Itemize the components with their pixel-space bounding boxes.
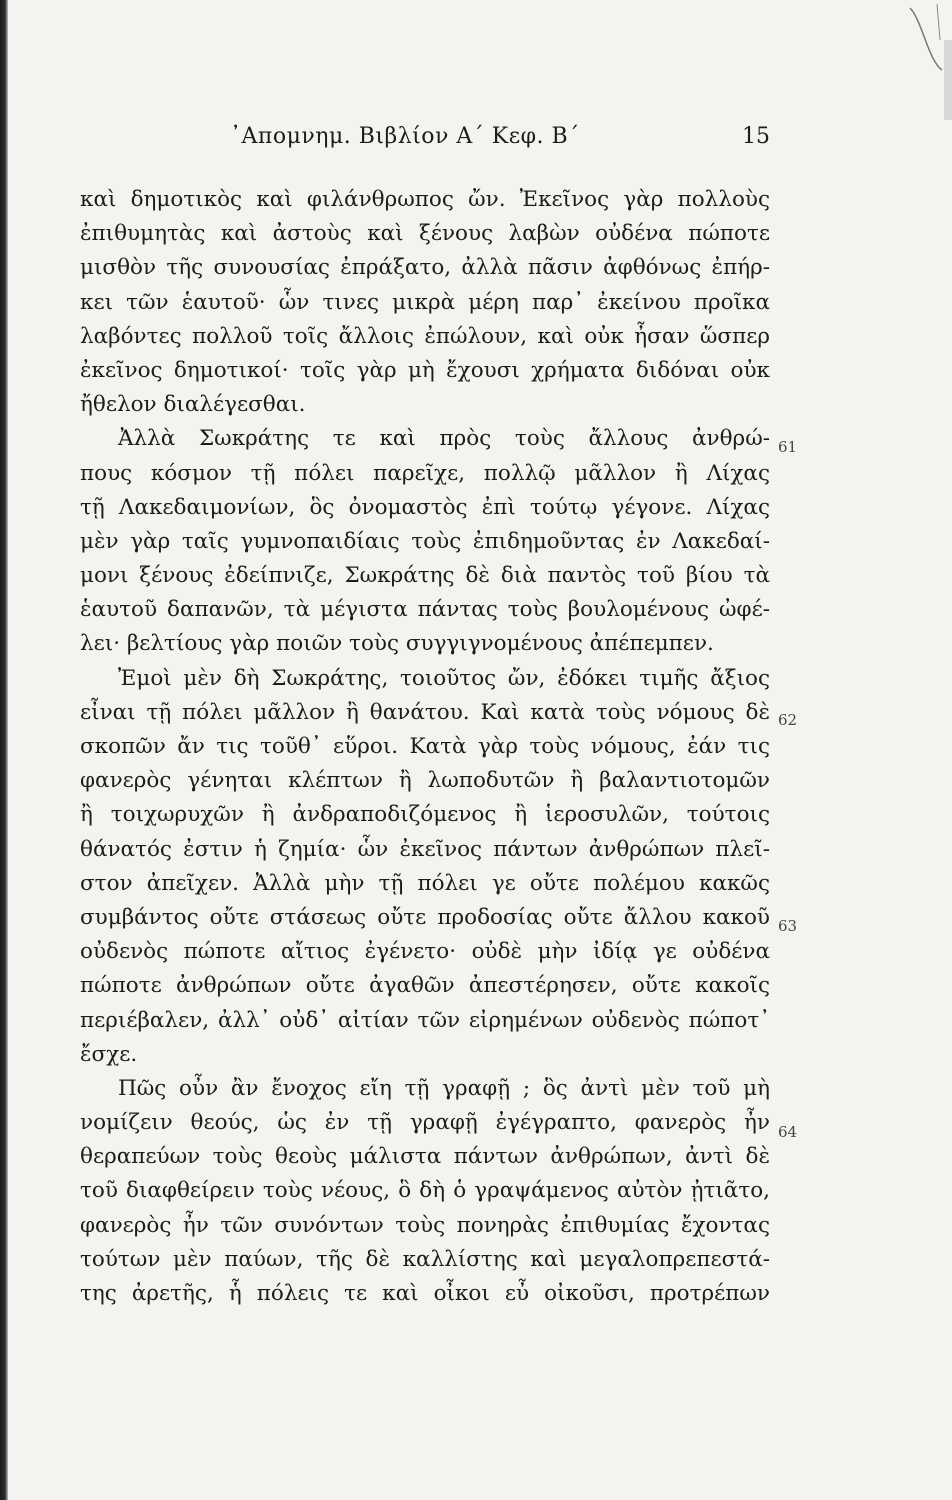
text-line: μὲν γὰρ ταῖς γυμνοπαιδίαις τοὺς ἐπιδημοῦντας ἐν Λακεδαί- xyxy=(80,528,770,554)
text-line: τούτων μὲν παύων, τῆς δὲ καλλίστης καὶ μεγαλοπρεπεστά- xyxy=(80,1246,770,1272)
text-line: πους κόσμον τῇ πόλει παρεῖχε, πολλῷ μᾶλλον ἢ Λίχας xyxy=(80,460,770,486)
text-line: συμβάντος οὔτε στάσεως οὔτε προδοσίας οὔτε ἄλλου κακοῦ xyxy=(80,904,770,930)
text-line: τῇ Λακεδαιμονίων, ὃς ὀνομαστὸς ἐπὶ τούτῳ γέγονε. Λίχας xyxy=(80,494,770,520)
margin-section-number: 62 xyxy=(778,711,798,729)
text-line: ἐκεῖνος δημοτικοί· τοῖς γὰρ μὴ ἔχουσι χρήματα διδόναι οὐκ xyxy=(80,357,770,383)
text-line: εἶναι τῇ πόλει μᾶλλον ἢ θανάτου. Καὶ κατὰ τοὺς νόμους δὲ xyxy=(80,699,770,725)
text-line: σκοπῶν ἄν τις τοῦθ᾿ εὕροι. Κατὰ γὰρ τοὺς νόμους, ἐάν τις xyxy=(80,734,770,759)
text-line: ἐπιθυμητὰς καὶ ἀστοὺς καὶ ξένους λαβὼν οὐδένα πώποτε xyxy=(80,221,770,247)
margin-section-number: 64 xyxy=(778,1123,798,1141)
text-line: θάνατός ἐστιν ἡ ζημία· ὧν ἐκεῖνος πάντων ἀνθρώπων πλεῖ- xyxy=(80,836,770,862)
page-number: 15 xyxy=(742,124,770,149)
text-line: τοῦ διαφθείρειν τοὺς νέους, ὃ δὴ ὁ γραψάμενος αὐτὸν ᾐτιᾶτο, xyxy=(80,1178,770,1204)
text-line: θεραπεύων τοὺς θεοὺς μάλιστα πάντων ἀνθρώπων, ἀντὶ δὲ xyxy=(80,1144,770,1170)
text-line: ἢ τοιχωρυχῶν ἢ ἀνδραποδιζόμενος ἢ ἱεροσυλῶν, τούτοις xyxy=(80,802,770,828)
text-line: οὐδενὸς πώποτε αἴτιος ἐγένετο· οὐδὲ μὴν ἰδίᾳ γε οὐδένα xyxy=(80,939,770,965)
text-line: φανερὸς ἦν τῶν συνόντων τοὺς πονηρὰς ἐπιθυμίας ἔχοντας xyxy=(80,1212,770,1238)
text-line: Ἀλλὰ Σωκράτης τε καὶ πρὸς τοὺς ἄλλους ἀνθρώ- xyxy=(118,426,770,452)
text-line: της ἀρετῆς, ἧ πόλεις τε καὶ οἶκοι εὖ οἰκοῦσι, προτρέπων xyxy=(80,1281,770,1306)
text-line: Πῶς οὖν ἂν ἔνοχος εἴη τῇ γραφῇ ; ὃς ἀντὶ μὲν τοῦ μὴ xyxy=(118,1075,770,1101)
text-line: καὶ δημοτικὸς καὶ φιλάνθρωπος ὤν. Ἐκεῖνος γὰρ πολλοὺς xyxy=(80,187,770,212)
book-binding-edge xyxy=(0,0,8,1500)
margin-section-number: 63 xyxy=(778,917,798,935)
text-line: μονι ξένους ἐδείπνιζε, Σωκράτης δὲ διὰ παντὸς τοῦ βίου τὰ xyxy=(80,563,770,589)
text-line: Ἐμοὶ μὲν δὴ Σωκράτης, τοιοῦτος ὤν, ἐδόκει τιμῆς ἄξιος xyxy=(118,665,770,691)
text-line: ἔσχε. xyxy=(80,1041,138,1067)
text-line: ἤθελον διαλέγεσθαι. xyxy=(80,392,306,418)
main-text xyxy=(80,183,770,1311)
margin-section-number: 61 xyxy=(778,438,798,456)
page-header xyxy=(80,124,770,158)
text-line: λει· βελτίους γὰρ ποιῶν τοὺς συγγιγνομένους ἀπέπεμπεν. xyxy=(80,631,714,657)
text-line: πώποτε ἀνθρώπων οὔτε ἀγαθῶν ἀπεστέρησεν, οὔτε κακοῖς xyxy=(80,973,770,999)
text-line: κει τῶν ἑαυτοῦ· ὧν τινες μικρὰ μέρη παρ᾿ ἐκείνου προῖκα xyxy=(80,289,770,315)
text-line: νομίζειν θεούς, ὡς ἐν τῇ γραφῇ ἐγέγραπτο, φανερὸς ἦν xyxy=(80,1110,770,1136)
page-corner-mark xyxy=(882,0,952,120)
text-line: ἑαυτοῦ δαπανῶν, τὰ μέγιστα πάντας τοὺς βουλομένους ὠφέ- xyxy=(80,597,770,623)
text-line: στον ἀπεῖχεν. Ἀλλὰ μὴν τῇ πόλει γε οὔτε πολέμου κακῶς xyxy=(80,870,770,896)
running-title: ᾿Απομνημ. Βιβλίον Α΄ Κεφ. Β΄ xyxy=(230,124,580,149)
text-line: περιέβαλεν, ἀλλ᾿ οὐδ᾿ αἰτίαν τῶν εἰρημένων οὐδενὸς πώποτ᾿ xyxy=(80,1007,770,1033)
text-line: λαβόντες πολλοῦ τοῖς ἄλλοις ἐπώλουν, καὶ οὐκ ἦσαν ὥσπερ xyxy=(80,323,770,349)
text-line: μισθὸν τῆς συνουσίας ἐπράξατο, ἀλλὰ πᾶσιν ἀφθόνως ἐπήρ- xyxy=(80,255,770,281)
text-line: φανερὸς γένηται κλέπτων ἢ λωποδυτῶν ἢ βαλαντιοτομῶν xyxy=(80,768,770,794)
